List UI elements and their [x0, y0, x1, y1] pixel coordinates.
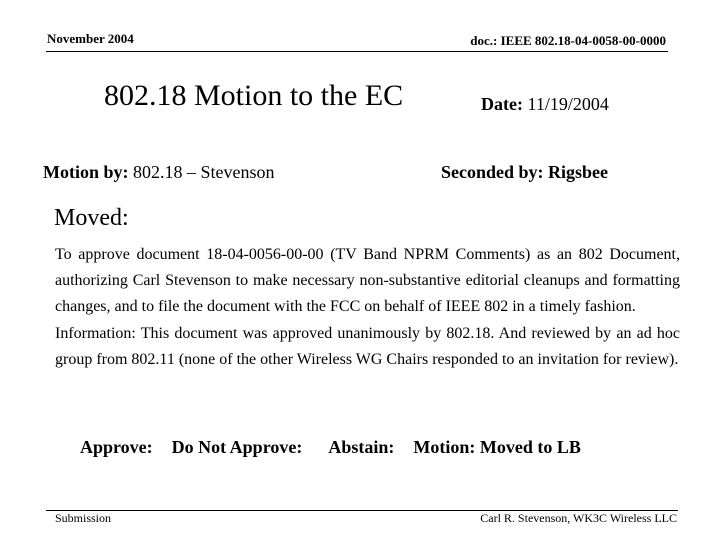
- motion-by-line: [43, 162, 275, 183]
- vote-approve: Approve:: [80, 437, 153, 457]
- header-date: November 2004: [47, 31, 134, 46]
- footer-submission: Submission: [55, 511, 112, 525]
- header-doc-id: doc.: IEEE 802.18-04-0058-00-0000: [470, 33, 666, 48]
- date-line: [481, 94, 609, 115]
- seconded-by: Seconded by: Rigsbee: [441, 162, 609, 182]
- motion-paragraph: To approve document 18-04-0056-00-00 (TV Band NPRM Comments) as an 802 Document, authorizing Carl Stevenson to make necessary non-substantive editorial cleanups and formatting changes, and to file the document with the FCC on behalf of IEEE 802 in a timely fashion.: [55, 246, 680, 316]
- vote-row: [80, 437, 581, 458]
- information-paragraph: Information: This document was approved unanimously by 802.18. And reviewed by an ad hoc group from 802.11 (none of the other Wireless WG Chairs responded to an invitation for review).: [55, 324, 680, 368]
- motion-by-value: 802.18 – Stevenson: [133, 162, 275, 182]
- vote-do-not-approve: Do Not Approve:: [171, 437, 303, 457]
- date-label: Date:: [481, 94, 523, 114]
- motion-body: [55, 242, 680, 373]
- footer-author: Carl R. Stevenson, WK3C Wireless LLC: [480, 511, 677, 525]
- vote-motion-result: Motion: Moved to LB: [413, 437, 581, 457]
- vote-abstain: Abstain:: [328, 437, 395, 457]
- slide-title: 802.18 Motion to the EC: [104, 79, 404, 112]
- moved-heading: Moved:: [54, 205, 129, 231]
- motion-by-label: Motion by:: [43, 162, 129, 182]
- header-divider: [46, 51, 668, 52]
- date-value: 11/19/2004: [527, 94, 609, 114]
